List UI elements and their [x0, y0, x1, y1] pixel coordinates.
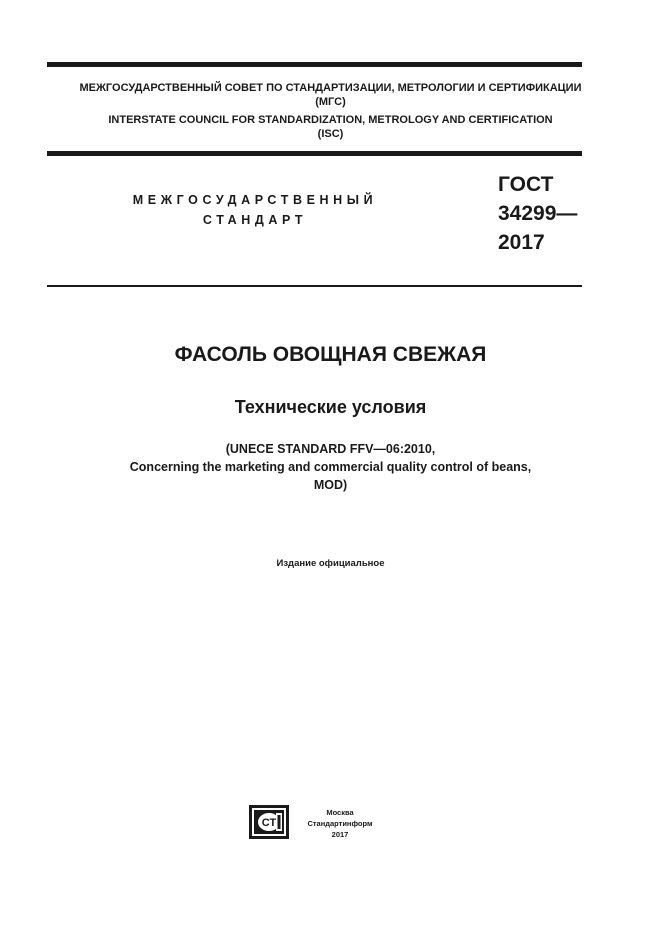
- council-ru-abbr: (МГС): [315, 96, 346, 108]
- standard-type-line2: СТАНДАРТ: [202, 213, 308, 227]
- document-subtitle: Технические условия: [234, 397, 427, 417]
- gost-designation: [498, 170, 588, 257]
- reference-line-1: (UNECE STANDARD FFV—06:2010,: [225, 442, 436, 456]
- gost-number: 34299—: [498, 202, 578, 225]
- council-rule: [47, 151, 582, 156]
- gost-label: ГОСТ: [498, 173, 554, 196]
- council-en-name: INTERSTATE COUNCIL FOR STANDARDIZATION, METROLOGY AND CERTIFICATION: [108, 114, 553, 126]
- top-rule: [47, 62, 582, 67]
- edition-label: Издание официальное: [276, 558, 385, 569]
- document-title: ФАСОЛЬ ОВОЩНАЯ СВЕЖАЯ: [174, 343, 487, 366]
- publisher-block: [296, 807, 384, 840]
- publisher-city: Москва: [326, 808, 354, 817]
- header-bottom-rule: [47, 285, 582, 287]
- council-en-abbr: (ISC): [317, 128, 344, 140]
- reference-line-2: Concerning the marketing and commercial quality control of beans,: [129, 460, 532, 474]
- publisher-year: 2017: [331, 830, 349, 839]
- svg-text:СТ: СТ: [261, 817, 277, 829]
- standard-type-line1: МЕЖГОСУДАРСТВЕННЫЙ: [132, 193, 378, 207]
- standartinform-logo-icon: [249, 805, 289, 839]
- reference-line-3: MOD): [313, 478, 348, 492]
- publisher-name: Стандартинформ: [307, 819, 373, 828]
- council-ru-name: МЕЖГОСУДАРСТВЕННЫЙ СОВЕТ ПО СТАНДАРТИЗАЦИИ, МЕТРОЛОГИИ И СЕРТИФИКАЦИИ: [79, 82, 582, 94]
- gost-year: 2017: [498, 231, 545, 254]
